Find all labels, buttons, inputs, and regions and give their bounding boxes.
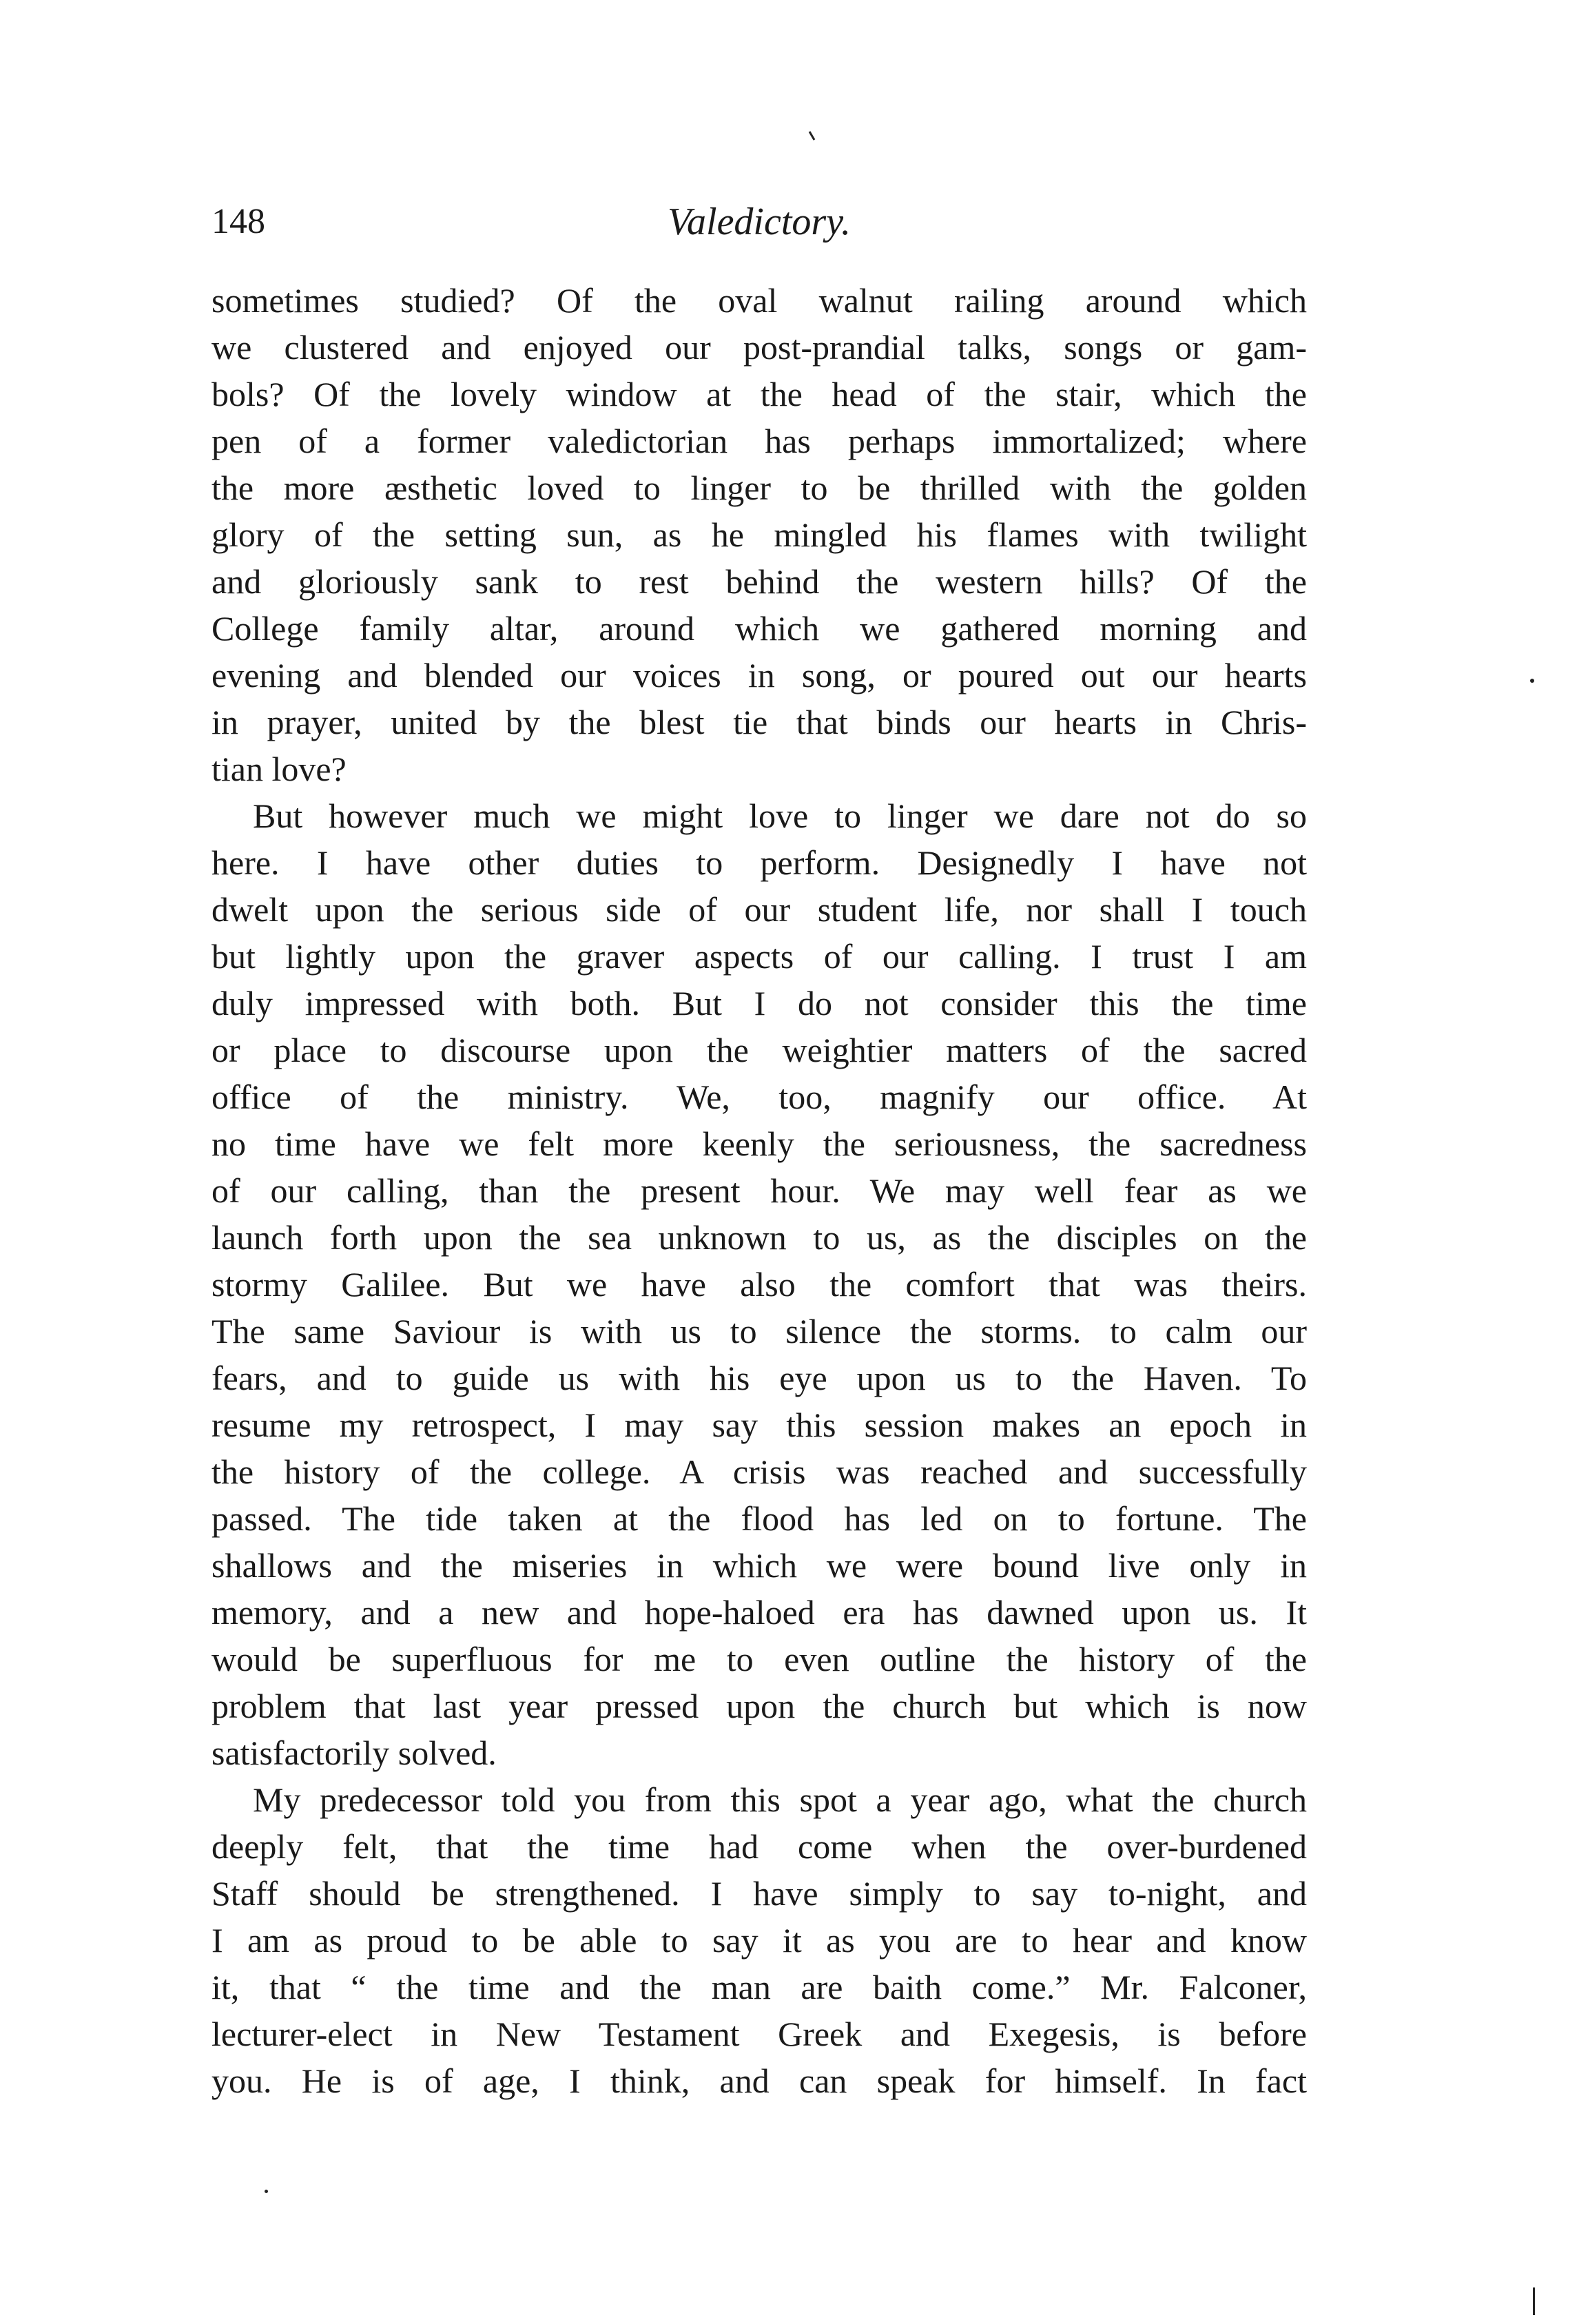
text-line: tian love?	[211, 750, 347, 788]
text-line: dwelt upon the serious side of our student life, nor shall I touch	[211, 890, 1307, 929]
text-line: College family altar, around which we gathered morning and	[211, 609, 1307, 648]
text-line: Staff should be strengthened. I have simply to say to-night, and	[211, 1874, 1307, 1913]
text-line: passed. The tide taken at the flood has led on to fortune. The	[211, 1499, 1307, 1538]
text-line: problem that last year pressed upon the church but which is now	[211, 1687, 1307, 1725]
text-line: or place to discourse upon the weightier matters of the sacred	[211, 1031, 1307, 1069]
text-line: sometimes studied? Of the oval walnut railing around which	[211, 281, 1307, 320]
text-line: we clustered and enjoyed our post-prandial talks, songs or gam-	[211, 328, 1307, 367]
text-line: the history of the college. A crisis was reached and successfully	[211, 1452, 1307, 1491]
text-line: here. I have other duties to perform. Designedly I have not	[211, 843, 1307, 882]
text-line: it, that “ the time and the man are baith come.” Mr. Falconer,	[211, 1968, 1307, 2006]
scan-speck	[265, 2190, 268, 2193]
text-line: and gloriously sank to rest behind the western hills? Of the	[211, 562, 1307, 601]
text-line: pen of a former valedictorian has perhaps immortalized; where	[211, 422, 1307, 460]
text-line: I am as proud to be able to say it as you are to hear and know	[211, 1921, 1307, 1960]
text-line: in prayer, united by the blest tie that binds our hearts in Chris-	[211, 703, 1307, 741]
scan-speck	[809, 131, 816, 141]
text-line: My predecessor told you from this spot a year ago, what the church	[253, 1780, 1307, 1819]
text-line: fears, and to guide us with his eye upon us to the Haven. To	[211, 1359, 1307, 1397]
text-line: office of the ministry. We, too, magnify our office. At	[211, 1078, 1307, 1116]
text-line: deeply felt, that the time had come when the over-burdened	[211, 1827, 1307, 1866]
text-line: duly impressed with both. But I do not consider this the time	[211, 984, 1307, 1022]
text-line: launch forth upon the sea unknown to us, as the disciples on the	[211, 1218, 1307, 1257]
running-head: Valedictory.	[668, 200, 851, 243]
text-line: bols? Of the lovely window at the head of the stair, which the	[211, 375, 1307, 413]
text-line: would be superfluous for me to even outline the history of the	[211, 1640, 1307, 1678]
text-line: resume my retrospect, I may say this session makes an epoch in	[211, 1406, 1307, 1444]
text-line: satisfactorily solved.	[211, 1734, 497, 1772]
text-line: lecturer-elect in New Testament Greek and Exegesis, is before	[211, 2015, 1307, 2053]
text-line: stormy Galilee. But we have also the comfort that was theirs.	[211, 1265, 1307, 1304]
page-number: 148	[211, 202, 265, 241]
text-line: shallows and the miseries in which we were bound live only in	[211, 1546, 1307, 1585]
text-line: But however much we might love to linger we dare not do so	[253, 796, 1307, 835]
scan-speck	[1533, 2287, 1535, 2315]
text-line: evening and blended our voices in song, or poured out our hearts	[211, 656, 1307, 695]
page-header	[211, 187, 1307, 256]
scan-speck	[1530, 679, 1534, 683]
text-line: but lightly upon the graver aspects of our calling. I trust I am	[211, 937, 1307, 976]
text-line: of our calling, than the present hour. We may well fear as we	[211, 1171, 1307, 1210]
text-line: no time have we felt more keenly the seriousness, the sacredness	[211, 1124, 1307, 1163]
text-line: the more æsthetic loved to linger to be thrilled with the golden	[211, 469, 1307, 507]
text-line: glory of the setting sun, as he mingled his flames with twilight	[211, 515, 1307, 554]
text-line: memory, and a new and hope-haloed era has dawned upon us. It	[211, 1593, 1307, 1632]
text-line: you. He is of age, I think, and can speak for himself. In fact	[211, 2061, 1307, 2100]
body-text	[211, 277, 1307, 2104]
text-line: The same Saviour is with us to silence the storms. to calm our	[211, 1312, 1307, 1350]
